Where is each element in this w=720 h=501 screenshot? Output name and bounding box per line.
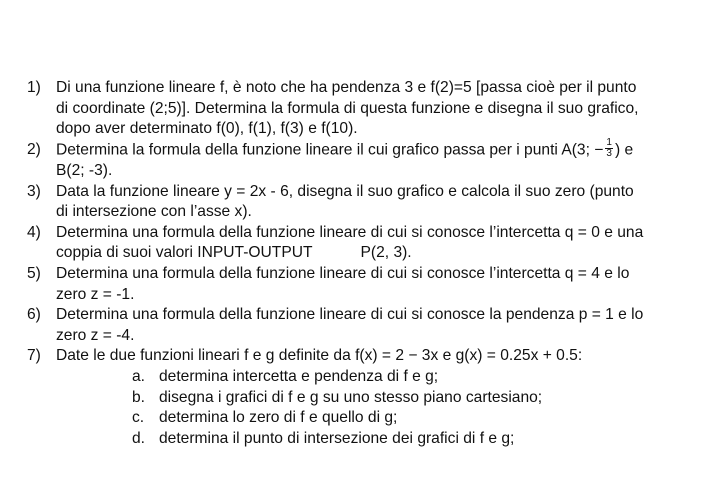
- fraction-denominator: 3: [606, 147, 612, 159]
- exercise-7-sublist: [0, 367, 720, 449]
- exercise-text-line: zero z = -4.: [56, 326, 135, 344]
- exercise-text-segment: Determina la formula della funzione lineare il cui grafico passa per i punti A(3; −: [56, 141, 604, 159]
- exercise-text-line: Di una funzione lineare f, è noto che ha pendenza 3 e f(2)=5 [passa cioè per il punto: [56, 79, 637, 96]
- sub-item-letter: b.: [132, 388, 146, 406]
- exercise-text-segment: P(2, 3).: [360, 244, 412, 262]
- sub-item: [0, 429, 720, 450]
- exercise-text-line: B(2; -3).: [56, 162, 113, 179]
- exercise-text-line: di coordinate (2;5)]. Determina la formula di questa funzione e disegna il suo grafico,: [56, 99, 639, 117]
- sub-item-text: determina lo zero di f e quello di g;: [159, 409, 398, 427]
- exercise-number: 2): [27, 140, 41, 158]
- sub-item-letter: d.: [132, 429, 146, 447]
- exercise-1: [0, 78, 720, 140]
- exercise-4: [0, 223, 720, 264]
- exercise-text-line: [56, 243, 660, 264]
- sub-item-letter: c.: [132, 409, 145, 427]
- sub-item-text: determina il punto di intersezione dei grafici di f e g;: [159, 429, 515, 447]
- exercise-text-line: Determina una formula della funzione lineare di cui si conosce l’intercetta q = 0 e una: [56, 223, 644, 241]
- exercise-3: [0, 182, 720, 223]
- sub-item: [0, 408, 720, 429]
- exercise-list: [0, 78, 720, 449]
- fraction-numerator: 1: [606, 136, 612, 148]
- exercise-number: 5): [27, 264, 41, 282]
- exercise-text-segment: ) e: [614, 141, 634, 159]
- exercise-text-line: Date le due funzioni lineari f e g definite da f(x) = 2 − 3x e g(x) = 0.25x + 0.5:: [56, 347, 583, 365]
- exercise-7: [0, 346, 720, 367]
- sub-item: [0, 367, 720, 388]
- exercise-2: [0, 136, 720, 182]
- exercise-text-line: Determina una formula della funzione lineare di cui si conosce la pendenza p = 1 e lo: [56, 306, 644, 324]
- exercise-text-line: dopo aver determinato f(0), f(1), f(3) e f(10).: [56, 120, 358, 138]
- exercise-number: 7): [27, 347, 41, 365]
- exercise-number: 1): [27, 79, 41, 96]
- exercise-number: 6): [27, 306, 41, 324]
- exercise-5: [0, 264, 720, 305]
- sub-item-text: determina intercetta e pendenza di f e g;: [159, 367, 439, 385]
- sub-item-letter: a.: [132, 367, 146, 385]
- sub-item-text: disegna i grafici di f e g su uno stesso piano cartesiano;: [159, 388, 543, 406]
- fraction-one-third: [605, 138, 613, 159]
- exercise-text-line: di intersezione con l’asse x).: [56, 203, 252, 221]
- exercise-text-line: [56, 136, 660, 161]
- exercise-number: 3): [27, 182, 41, 200]
- exercise-6: [0, 305, 720, 346]
- exercise-text-line: zero z = -1.: [56, 285, 135, 303]
- exercise-number: 4): [27, 223, 41, 241]
- exercise-text-line: Determina una formula della funzione lineare di cui si conosce l’intercetta q = 4 e lo: [56, 264, 630, 282]
- exercise-text-segment: coppia di suoi valori INPUT-OUTPUT: [56, 244, 313, 262]
- exercise-text-line: Data la funzione lineare y = 2x - 6, disegna il suo grafico e calcola il suo zero (punto: [56, 182, 634, 200]
- sub-item: [0, 388, 720, 409]
